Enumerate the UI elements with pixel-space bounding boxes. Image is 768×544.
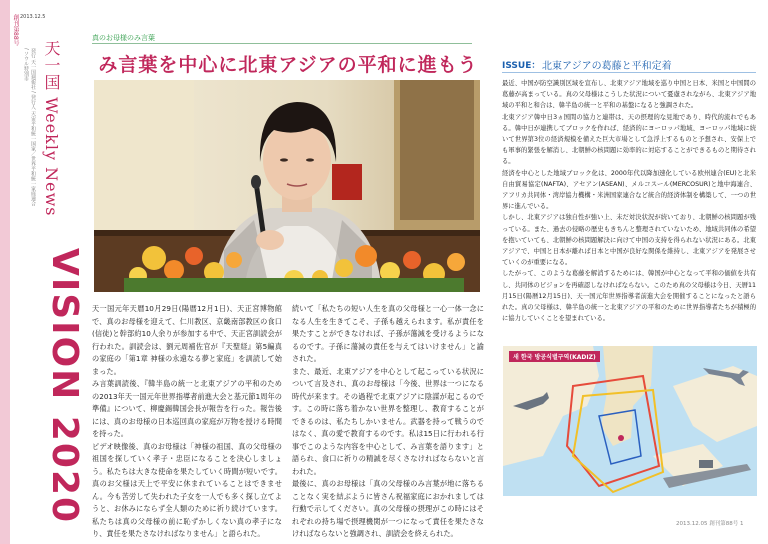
vision-title: VISION 2020 [44,248,85,525]
sidebar-accent-bar [0,0,10,544]
paragraph: 天一国元年天暦10月29日(陽暦12月1日)、天正宮博物館で、真のお母様を迎えて、仁川教区、京畿南部教区の食口(信徒)と幹部約10人余りが参加する中で、天正宮訓読会が行われた。訓読会は、劉元周補佐官が『天聖経』第5編真の家庭の「第1章 神様の永遠なる夢と家庭」を訓読して始まった。 [92,304,282,376]
paragraph: 続いて「私たちの短い人生を真の父母様と一心一体一念になる人生を生きてこそ、子孫も越えられます。私が責任を果たすことができなければ、子孫が蕩減を受けるようになるのです。子孫に蕩減の責任を与えてはいけません」と諭された。 [292,304,484,363]
paragraph: み言葉訓読後、『韓半島の統一と北東アジアの平和のための2013年天一国元年世界指導者前進大会と基元節1周年の準備』について、柳慶錫韓国会長が報告を行った。報告後には、真のお母様の日本巡回真の家庭が万物を授ける時間を持った。 [92,379,282,438]
article-kicker: 真のお母様のみ言葉 [92,34,155,42]
paragraph: 最近、中国が防空識別区域を宣布し、北東アジア地域を巡り中国と日本、米国と中国間の葛藤が高まっている。真の父母様はこうした状況について憂慮されながら、北東アジア地域の平和と和合は、韓半島の統一と平和の基盤になると強調された。 [502,80,756,110]
sidebar [0,0,88,544]
article-photo [94,80,480,292]
page-footer: 2013.12.05 創刊第88号 1 [676,521,744,527]
paragraph: また、最近、北東アジアを中心として起こっている状況について言及され、真のお母様は「今後、世界は一つになる時代が来ます。その過程で北東アジアに陰謀が起こるのです。この時に落ち着かない世界を整理し、教育することができるのは、私たちしかいません。武器を持って戦うのではなく、真の愛で教育するのです。私は15日に行われる行事でこのような内容を中心として、み言葉を語ります」と語られ、食口に祈りの精誠を尽くさなければならないと言われた。 [292,366,484,476]
paragraph: ピデオ映像後、真のお母様は「神様の祖国、真の父母様の祖国を探していく孝子・忠臣になることを決心しましょう。私たちは大きな使命を果たしていく時間が短いです。真のお父様は天上で平安に休まれていることはできません。今も苦労して失われた子女を一人でも多く探し立てようと、お休みにならず全人類のために祈り続けています。私たちは真の父母様の前に恥ずかしくない真の孝子になり、責任を果たさなければなりません」と語られた。 [92,441,282,538]
publication-title: 天一国 Weekly News [42,40,61,217]
paragraph: しかし、北東アジアは独自性が強い上、未だ対決状況が続いており、北朝鮮の核問題が残っている。また、過去の侵略の歴史もきちんと整理されていないため、地域共同体の希望を抱いていても、北朝鮮の核問題解決に向けて中国の支持を得られない状況にある。北東アジアで、中国と日本が離れば日本と中国が良好な関係を維持し、北東アジアを発展させていくのが重要になる。 [502,214,756,267]
article-column-1 [92,303,282,541]
issue-date: 2013.12.5 [20,14,46,20]
issue-title: 北東アジアの葛藤と平和定着 [542,61,672,72]
issue-label: ISSUE： [502,61,541,71]
paragraph: したがって、このような葛藤を解消するためには、韓国が中心となって平和の価値を共有し、共同体のビジョンを再確認しなければならない。このため真の父母様は今日、天暦11月15日(陽暦12月15日)、天一国元年世界指導者前進大会を開催することになったと語られた。真の父母様は、韓半島の統一と北東アジアの平和のために世界指導者たちが積極的に協力していくことを望まれている。 [502,270,756,323]
map-label: 새 한국 방공식별구역(KADIZ) [509,351,600,362]
publisher-notes: 発行 天一国週報社 / 発行人 天宙平和統一国家／世界平和統一家庭連合 / ソウル特別市 [23,48,36,207]
divider [92,43,472,44]
issue-text [502,78,756,324]
article-column-2 [292,303,484,541]
paragraph: 北東アジア韓中日3ヵ国間の協力と連帯は、天の摂理的な見地であり、時代的流れでもある。韓中日が連携してブロックを作れば、経済的にヨーロッパ地域、ヨーロッパ地域に続いて世界第3位の経済規模を備えた巨大市場として急浮上するものと予想され、安保上でも軍事的緊張を解消し、北朝鮮の核問題に効率的に対応することができるものと期待される。 [502,113,756,166]
divider [502,72,756,73]
paragraph: 最後に、真のお母様は「真の父母様のみ言葉が地に落ちることなく実を結ぶように皆さん祝福家庭におかれましては行動で示してください。真の父母様の摂理がこの時にはそれぞれの持ち場で摂理機関が一つになって責任を果たさなければならないと強調され、訓読会を終えられた。 [292,479,484,538]
article-headline: み言葉を中心に北東アジアの平和に進もう [98,54,478,76]
paragraph: 経済を中心とした地域ブロック化は、2000年代以降加速化している欧州連合(EU)と北米自由貿易協定(NAFTA)、アセアン(ASEAN)、メルコスール(MERCOSUR)と地中海連合、アフリカ共同体・湾岸協力機構・米洲国家連合など統合的経済体制を構築して、一つの世界に進んでいる。 [502,169,756,211]
issue-number: 創刊第88号 [12,14,19,46]
kadiz-map [503,346,757,496]
